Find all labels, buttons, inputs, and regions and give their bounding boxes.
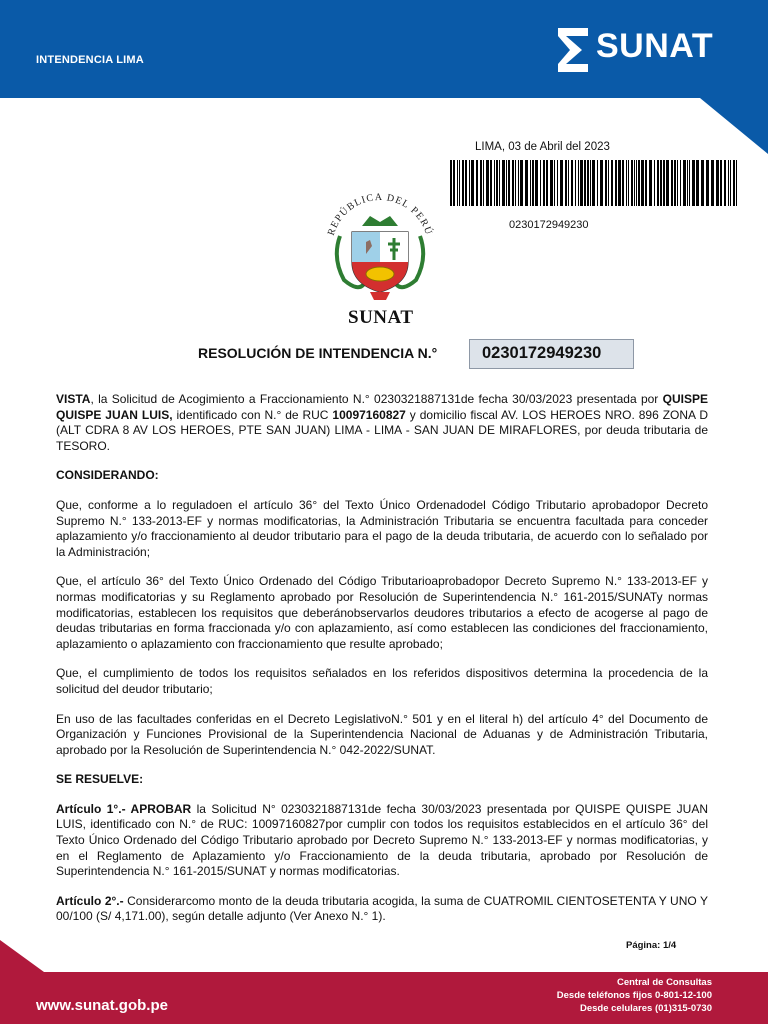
barcode-bar xyxy=(459,160,460,206)
barcode-bar xyxy=(724,160,726,206)
seal-title: SUNAT xyxy=(348,307,414,328)
barcode-bar xyxy=(565,160,567,206)
vista-paragraph xyxy=(56,392,708,454)
barcode-bar xyxy=(560,160,563,206)
page-header xyxy=(0,0,768,98)
barcode-bar xyxy=(733,160,735,206)
barcode-bar xyxy=(571,160,573,206)
corner-accent xyxy=(700,98,768,154)
barcode-bar xyxy=(674,160,676,206)
article-1-text: la Solicitud N° 0230321887131de fecha 30/03/2023 presentada por QUISPE QUISPE JUAN LUIS, identificado con N.° de RUC: 10097160827por cumplir con todos los requisitos establecidos en el artículo 36° del Texto Único Ordenado del Código Tributario aprobado por Decreto Supremo N.° 133-2013-EF y normas modificatorias, y en el Reglamento de Aplazamiento y/o Fraccionamiento de la deuda tributaria, aprobado por Resolución de Superintendencia N.° 161-2015/SUNAT y normas modificatorias. xyxy=(56,801,708,879)
barcode-bar xyxy=(736,160,737,206)
barcode-bar xyxy=(532,160,534,206)
barcode-bar xyxy=(663,160,665,206)
barcode-bar xyxy=(701,160,704,206)
taxpayer-name: QUISPE QUISPE JUAN LUIS, xyxy=(56,392,708,422)
barcode-bar xyxy=(496,160,498,206)
barcode-bar xyxy=(615,160,617,206)
article-2-label: Artículo 2°.- xyxy=(56,893,124,908)
vista-text: identificado con N.° de RUC xyxy=(172,407,333,422)
peru-coat-of-arms-icon xyxy=(318,188,442,306)
barcode-bar xyxy=(666,160,669,206)
barcode-bar xyxy=(728,160,729,206)
barcode-bar xyxy=(512,160,514,206)
barcode-bar xyxy=(716,160,719,206)
page-number: Página: 1/4 xyxy=(626,940,677,951)
barcode-bar xyxy=(580,160,583,206)
barcode-bar xyxy=(692,160,695,206)
barcode-bar xyxy=(480,160,482,206)
barcode-bar xyxy=(689,160,690,206)
barcode-bar xyxy=(677,160,678,206)
section-heading: SE RESUELVE: xyxy=(56,772,144,787)
barcode-bar xyxy=(605,160,607,206)
barcode-bar xyxy=(494,160,495,206)
barcode-bar xyxy=(450,160,452,206)
taxpayer-ruc: 10097160827 xyxy=(332,407,406,422)
barcode-bar xyxy=(706,160,709,206)
barcode-number: 0230172949230 xyxy=(509,219,589,231)
barcode-bar xyxy=(471,160,474,206)
resolution-number: 0230172949230 xyxy=(469,339,634,369)
barcode-bar xyxy=(587,160,589,206)
considerando-paragraph-4: En uso de las facultades conferidas en el Decreto LegislativoN.° 501 y en el literal h) del artículo 4° del Documento de Organización y Funciones Provisional de la Superintendencia Nacional de Aduanas y de Administración Tributaria, aprobado por la Resolución de Superintendencia N.° 042-2022/SUNAT. xyxy=(56,711,708,757)
department-title: INTENDENCIA LIMA xyxy=(36,54,144,66)
barcode-bar xyxy=(457,160,458,206)
barcode-bar xyxy=(687,160,688,206)
vista-label: VISTA xyxy=(56,392,91,406)
barcode-bar xyxy=(525,160,528,206)
barcode-bar xyxy=(641,160,644,206)
barcode-bar xyxy=(578,160,579,206)
barcode-bar xyxy=(530,160,531,206)
barcode-bar xyxy=(518,160,519,206)
barcode-bar xyxy=(657,160,659,206)
barcode-bar xyxy=(575,160,576,206)
resuelve-heading xyxy=(56,772,708,788)
vista-text: y domicilio fiscal AV. LOS HEROES NRO. 896 ZONA D (ALT CDRA 8 AV LOS HEROES, PTE SAN JUAN) LIMA - LIMA - SAN JUAN DE MIRAFLORES, por deuda tributaria de TESORO. xyxy=(56,407,708,453)
barcode-bar xyxy=(611,160,613,206)
barcode-bar xyxy=(540,160,541,206)
barcode-bar xyxy=(462,160,464,206)
contact-line: Central de Consultas xyxy=(616,977,712,988)
barcode-bar xyxy=(535,160,538,206)
barcode-bar xyxy=(554,160,555,206)
barcode-bar xyxy=(654,160,655,206)
barcode-bar xyxy=(502,160,505,206)
barcode-bar xyxy=(680,160,681,206)
barcode-bar xyxy=(631,160,633,206)
considerando-paragraph-3: Que, el cumplimiento de todos los requisitos señalados en los referidos dispositivos determina la procedencia de la solicitud del deudor tributario; xyxy=(56,666,708,696)
barcode-bar xyxy=(550,160,553,206)
article-1-label: Artículo 1°.- APROBAR xyxy=(56,801,192,816)
barcode-bar xyxy=(671,160,673,206)
logo-text: SUNAT xyxy=(596,27,714,65)
barcode-bar xyxy=(636,160,637,206)
barcode-bar xyxy=(622,160,624,206)
barcode-bar xyxy=(660,160,662,206)
page-footer xyxy=(0,972,768,1024)
contact-line: Desde teléfonos fijos 0-801-12-100 xyxy=(556,990,712,1001)
barcode-bar xyxy=(600,160,603,206)
barcode-bar xyxy=(506,160,507,206)
barcode-bar xyxy=(638,160,640,206)
barcode xyxy=(450,160,740,206)
barcode-bar xyxy=(592,160,595,206)
barcode-bar xyxy=(628,160,629,206)
vista-text: , la Solicitud de Acogimiento a Fraccionamiento N.° 0230321887131de fecha 30/03/2023 presentada por xyxy=(90,392,663,406)
svg-text:REPÚBLICA DEL PERÚ xyxy=(326,192,435,237)
seal-caption: REPÚBLICA DEL PERÚ xyxy=(325,191,435,237)
barcode-bar xyxy=(649,160,652,206)
barcode-bar xyxy=(568,160,569,206)
barcode-bar xyxy=(483,160,484,206)
barcode-bar xyxy=(499,160,500,206)
barcode-bar xyxy=(590,160,591,206)
barcode-bar xyxy=(508,160,510,206)
barcode-bar xyxy=(520,160,523,206)
barcode-bar xyxy=(696,160,699,206)
contact-line: Desde celulares (01)315-0730 xyxy=(579,1003,712,1014)
barcode-bar xyxy=(618,160,621,206)
barcode-bar xyxy=(645,160,647,206)
contact-info xyxy=(557,976,712,1015)
barcode-bar xyxy=(515,160,516,206)
barcode-bar xyxy=(543,160,545,206)
barcode-bar xyxy=(683,160,686,206)
barcode-bar xyxy=(711,160,714,206)
document-body xyxy=(56,392,708,939)
barcode-bar xyxy=(490,160,492,206)
considerando-paragraph-1: Que, conforme a lo reguladoen el artículo 36° del Texto Único Ordenadodel Código Tributario aprobadopor Decreto Supremo N.° 133-2013-EF y normas modificatorias, la Administración Tributaria se encuentra facultada para conceder aplazamiento y/o fraccionamiento al deudor tributario para el pago de la deuda tributaria, de acuerdo con lo señalado por la Administración; xyxy=(56,497,708,559)
document-date: LIMA, 03 de Abril del 2023 xyxy=(475,141,610,153)
barcode-bar xyxy=(626,160,627,206)
article-1 xyxy=(56,802,708,880)
barcode-bar xyxy=(597,160,598,206)
section-heading: CONSIDERANDO: xyxy=(56,468,159,483)
barcode-bar xyxy=(730,160,731,206)
barcode-bar xyxy=(634,160,635,206)
barcode-bar xyxy=(720,160,722,206)
article-2 xyxy=(56,894,708,925)
article-2-text: Considerarcomo monto de la deuda tributaria acogida, la suma de CUATROMIL CIENTOSETENTA Y UNO Y 00/100 (S/ 4,171.00), según detalle adjunto (Ver Anexo N.° 1). xyxy=(56,893,708,924)
considerando-paragraph-2: Que, el artículo 36° del Texto Único Ordenado del Código Tributarioaprobadopor Decreto Supremo N.° 133-2013-EF y normas modificatorias y su Reglamento aprobado por Resolución de Superintendencia N.° 161-2015/SUNATy normas modificatorias, establecen los requisitos que deberánobservarlos deudores tributarios a efecto de acogerse al pago de deudas tributarias en forma fraccionada y/o con aplazamiento, así como establecen las condiciones del fraccionamiento, aplazamiento o aplazamiento con fraccionamiento que resulte aprobado; xyxy=(56,574,708,651)
website-link[interactable]: www.sunat.gob.pe xyxy=(36,997,168,1014)
barcode-bar xyxy=(476,160,478,206)
barcode-bar xyxy=(469,160,470,206)
footer-accent xyxy=(0,940,44,972)
barcode-bar xyxy=(557,160,558,206)
barcode-bar xyxy=(465,160,467,206)
barcode-bar xyxy=(486,160,489,206)
barcode-bar xyxy=(584,160,586,206)
barcode-bar xyxy=(608,160,609,206)
considerando-heading xyxy=(56,468,708,484)
resolution-label: RESOLUCIÓN DE INTENDENCIA N.° xyxy=(198,345,438,361)
barcode-bar xyxy=(453,160,455,206)
barcode-bar xyxy=(546,160,548,206)
